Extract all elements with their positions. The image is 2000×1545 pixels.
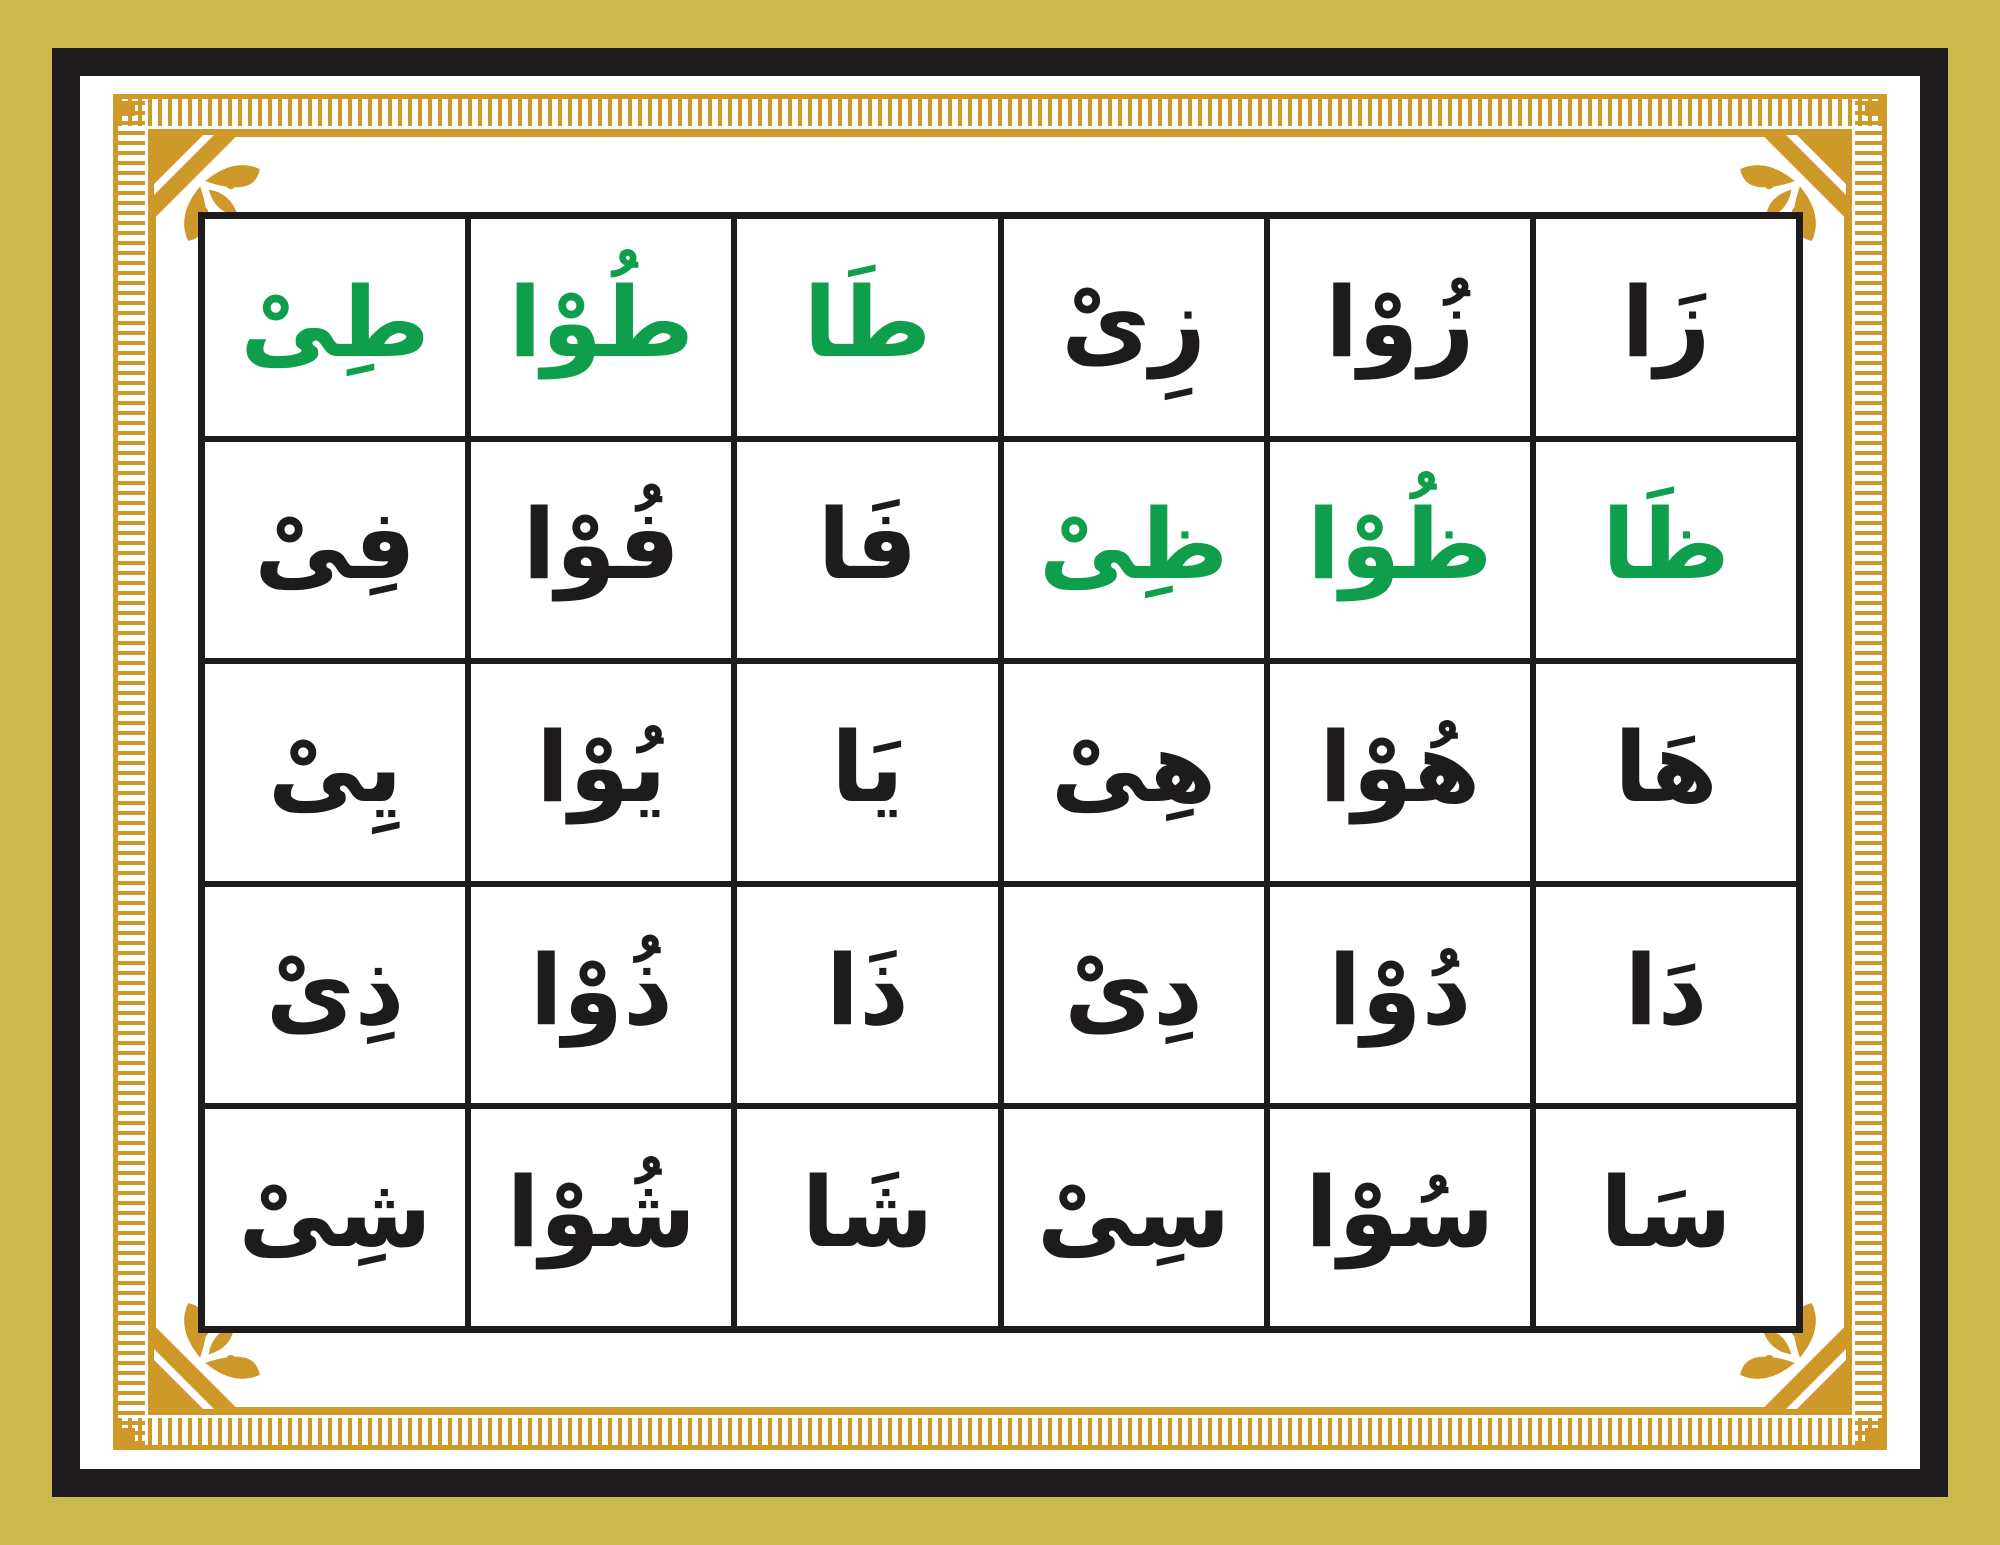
grid-cell-r1-c4: طَا <box>737 219 997 436</box>
grid-cell-r2-c2: ظُوْا <box>1270 442 1530 659</box>
grid-cell-r3-c3: هِىْ <box>1004 664 1264 881</box>
corner-square <box>1865 1428 1880 1443</box>
grid-cell-r5-c3: سِىْ <box>1004 1109 1264 1326</box>
grid-cell-r4-c4: ذَا <box>737 887 997 1104</box>
grid-cell-r4-c1: دَا <box>1536 887 1796 1104</box>
grid-cell-r1-c1: زَا <box>1536 219 1796 436</box>
grid-cell-r5-c6: شِىْ <box>205 1109 465 1326</box>
grid-cell-r2-c6: فِىْ <box>205 442 465 659</box>
grid-cell-r3-c1: هَا <box>1536 664 1796 881</box>
grid-cell-r3-c4: يَا <box>737 664 997 881</box>
grid-cell-r4-c6: ذِىْ <box>205 887 465 1104</box>
grid-cell-r4-c5: ذُوْا <box>471 887 731 1104</box>
grid-cell-r5-c1: سَا <box>1536 1109 1796 1326</box>
grid-cell-r3-c5: يُوْا <box>471 664 731 881</box>
striped-band-right <box>1855 99 1882 1445</box>
striped-band-top <box>118 99 1882 126</box>
grid-cell-r4-c3: دِىْ <box>1004 887 1264 1104</box>
corner-square <box>1865 101 1880 116</box>
grid-cell-r4-c2: دُوْا <box>1270 887 1530 1104</box>
letters-grid <box>198 212 1803 1333</box>
grid-cell-r1-c2: زُوْا <box>1270 219 1530 436</box>
grid-cell-r5-c4: شَا <box>737 1109 997 1326</box>
striped-band-left <box>118 99 145 1445</box>
grid-cell-r5-c2: سُوْا <box>1270 1109 1530 1326</box>
grid-cell-r3-c6: يِىْ <box>205 664 465 881</box>
grid-cell-r2-c1: ظَا <box>1536 442 1796 659</box>
grid-cell-r1-c5: طُوْا <box>471 219 731 436</box>
corner-square <box>120 1428 135 1443</box>
grid-cell-r1-c6: طِىْ <box>205 219 465 436</box>
corner-square <box>120 101 135 116</box>
striped-band-bottom <box>118 1418 1882 1445</box>
grid-cell-r2-c3: ظِىْ <box>1004 442 1264 659</box>
grid-cell-r3-c2: هُوْا <box>1270 664 1530 881</box>
grid-cell-r5-c5: شُوْا <box>471 1109 731 1326</box>
grid-cell-r2-c5: فُوْا <box>471 442 731 659</box>
grid-cell-r1-c3: زِىْ <box>1004 219 1264 436</box>
grid-cell-r2-c4: فَا <box>737 442 997 659</box>
